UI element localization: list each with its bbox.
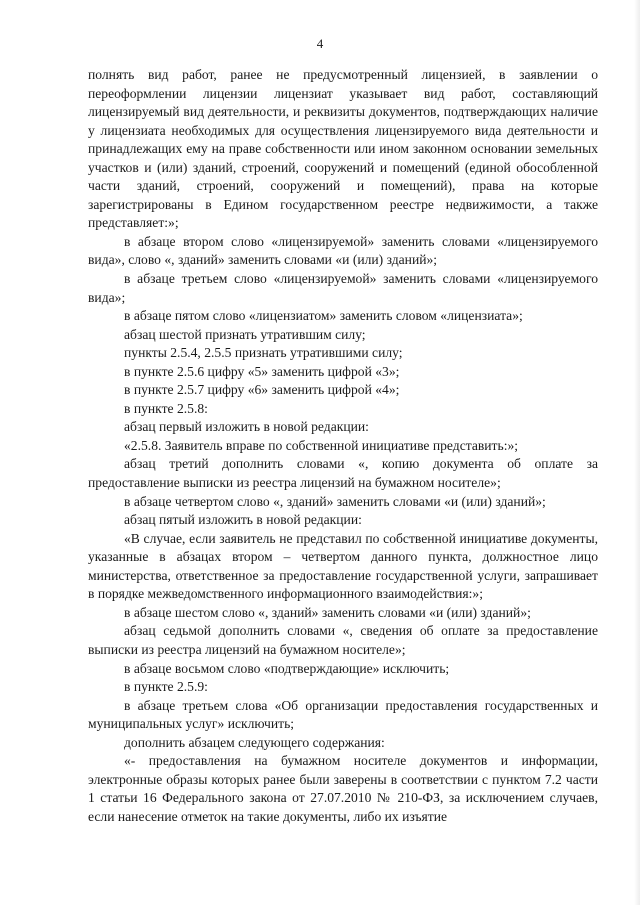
- paragraph: «В случае, если заявитель не представил по собственной инициативе документы, указанные в абзацах втором – четвертом данного пункта, должностное лицо министерства, ответственное за предоставление государственной услуги, запрашивает в порядке межведомственного информационного взаимодействия:»;: [88, 530, 598, 602]
- paragraph: в пункте 2.5.8:: [124, 400, 208, 416]
- paragraph: «2.5.8. Заявитель вправе по собственной инициативе представить:»;: [124, 437, 519, 453]
- paragraph: в абзаце шестом слово «, зданий» заменить словами «и (или) зданий»;: [124, 604, 531, 620]
- paragraph: в абзаце пятом слово «лицензиатом» заменить словом «лицензиата»;: [124, 308, 523, 324]
- paragraph: в абзаце третьем слова «Об организации предоставления государственных и муниципальных услуг» исключить;: [88, 697, 598, 732]
- paragraph: абзац третий дополнить словами «, копию документа об оплате за предоставление выписки из реестра лицензий на бумажном носителе»;: [88, 456, 598, 491]
- paragraph: в абзаце четвертом слово «, зданий» заменить словами «и (или) зданий»;: [124, 493, 546, 509]
- paragraph: в пункте 2.5.6 цифру «5» заменить цифрой «3»;: [124, 363, 400, 379]
- scan-edge: [634, 0, 640, 905]
- paragraph: полнять вид работ, ранее не предусмотренный лицензией, в заявлении о переоформлении лицензии лицензиат указывает вид работ, составляющий лицензируемый вид деятельности, и реквизиты документов, подтверждающих наличие у лицензиата необходимых для осуществления лицензируемого вида деятельности и принадлежащих ему на праве собственности или ином законном основании земельных участков и (или) зданий, строений, сооружений и помещений (единой обособленной части зданий, строений, сооружений и помещений), права на которые зарегистрированы в Едином государственном реестре недвижимости, а также представляет:»;: [88, 67, 598, 231]
- paragraph: в абзаце третьем слово «лицензируемой» заменить словами «лицензируемого вида»;: [88, 271, 598, 305]
- paragraph: пункты 2.5.4, 2.5.5 признать утратившими силу;: [124, 345, 403, 361]
- paragraph: дополнить абзацем следующего содержания:: [124, 734, 385, 750]
- paragraph: «- предоставления на бумажном носителе документов и информации, электронные образы которых ранее были заверены в соответствии с пунктом 7.2 части 1 статьи 16 Федерального закона от 27.07.2010 № 210-ФЗ, за исключением случаев, если нанесение отметок на такие документы, либо их изъятие: [88, 753, 598, 824]
- paragraph: абзац седьмой дополнить словами «, сведения об оплате за предоставление выписки из реестра лицензий на бумажном носителе»;: [88, 623, 598, 657]
- paragraph: абзац пятый изложить в новой редакции:: [124, 512, 362, 528]
- paragraph: в пункте 2.5.7 цифру «6» заменить цифрой «4»;: [124, 382, 400, 398]
- page-number: 4: [316, 36, 324, 51]
- paragraph: в абзаце втором слово «лицензируемой» заменить словами «лицензируемого вида», слово «, зданий» заменить словами «и (или) зданий»;: [88, 233, 598, 268]
- paragraph: абзац шестой признать утратившим силу;: [124, 326, 366, 342]
- document-body: [88, 66, 598, 826]
- paragraph: в абзаце восьмом слово «подтверждающие» исключить;: [124, 660, 450, 676]
- paragraph: в пункте 2.5.9:: [124, 679, 208, 695]
- paragraph: абзац первый изложить в новой редакции:: [124, 419, 369, 435]
